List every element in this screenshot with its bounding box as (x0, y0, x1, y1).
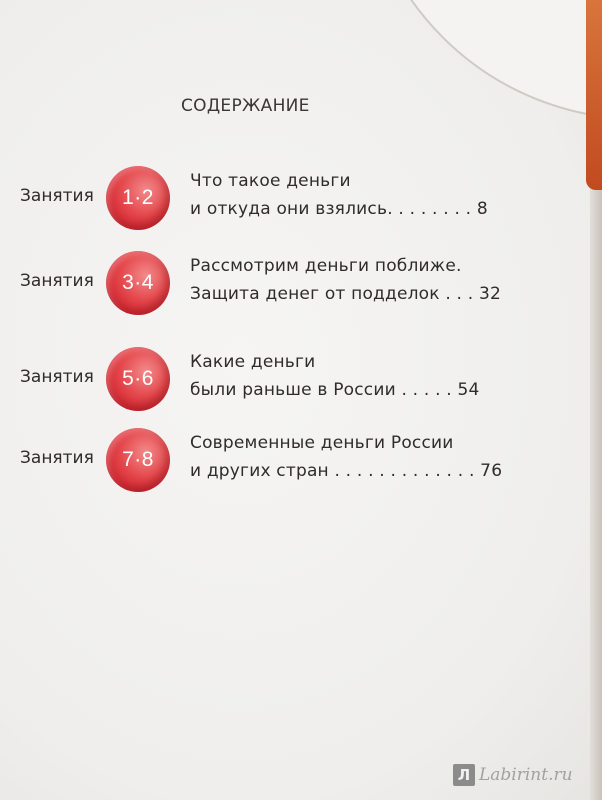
toc-entry-1-2[interactable] (0, 166, 602, 230)
lesson-badge (106, 251, 170, 315)
corner-decoration (360, 0, 602, 120)
toc-title: СОДЕРЖАНИЕ (181, 96, 310, 116)
lesson-badge-number: 1·2 (122, 186, 154, 209)
watermark (453, 764, 573, 786)
lesson-badge (106, 166, 170, 230)
entry-title-line: Что такое деньги (190, 171, 351, 191)
toc-entry-7-8[interactable] (0, 428, 602, 492)
entry-title-line-page: и откуда они взялись. . . . . . . . 8 (190, 199, 488, 219)
entry-title-line: Какие деньги (190, 352, 316, 372)
lesson-badge-number: 7·8 (122, 448, 154, 471)
entry-label: Занятия (20, 271, 94, 291)
lesson-badge-number: 3·4 (122, 271, 154, 294)
toc-entry-3-4[interactable] (0, 251, 602, 315)
entry-label: Занятия (20, 367, 94, 387)
entry-title-line-page: были раньше в России . . . . . 54 (190, 380, 480, 400)
entry-title-line-page: Защита денег от подделок . . . 32 (190, 284, 502, 304)
watermark-text: Labirint.ru (479, 765, 573, 785)
labirint-logo-icon: Л (453, 764, 475, 786)
entry-label: Занятия (20, 448, 94, 468)
entry-title-line: Рассмотрим деньги поближе. (190, 256, 462, 276)
entry-title-line-page: и других стран . . . . . . . . . . . . . 76 (190, 461, 503, 481)
toc-entry-5-6[interactable] (0, 347, 602, 411)
lesson-badge (106, 428, 170, 492)
entry-title-line: Современные деньги России (190, 433, 454, 453)
lesson-badge (106, 347, 170, 411)
lesson-badge-number: 5·6 (122, 367, 154, 390)
page-edge-accent (586, 0, 602, 190)
entry-label: Занятия (20, 186, 94, 206)
